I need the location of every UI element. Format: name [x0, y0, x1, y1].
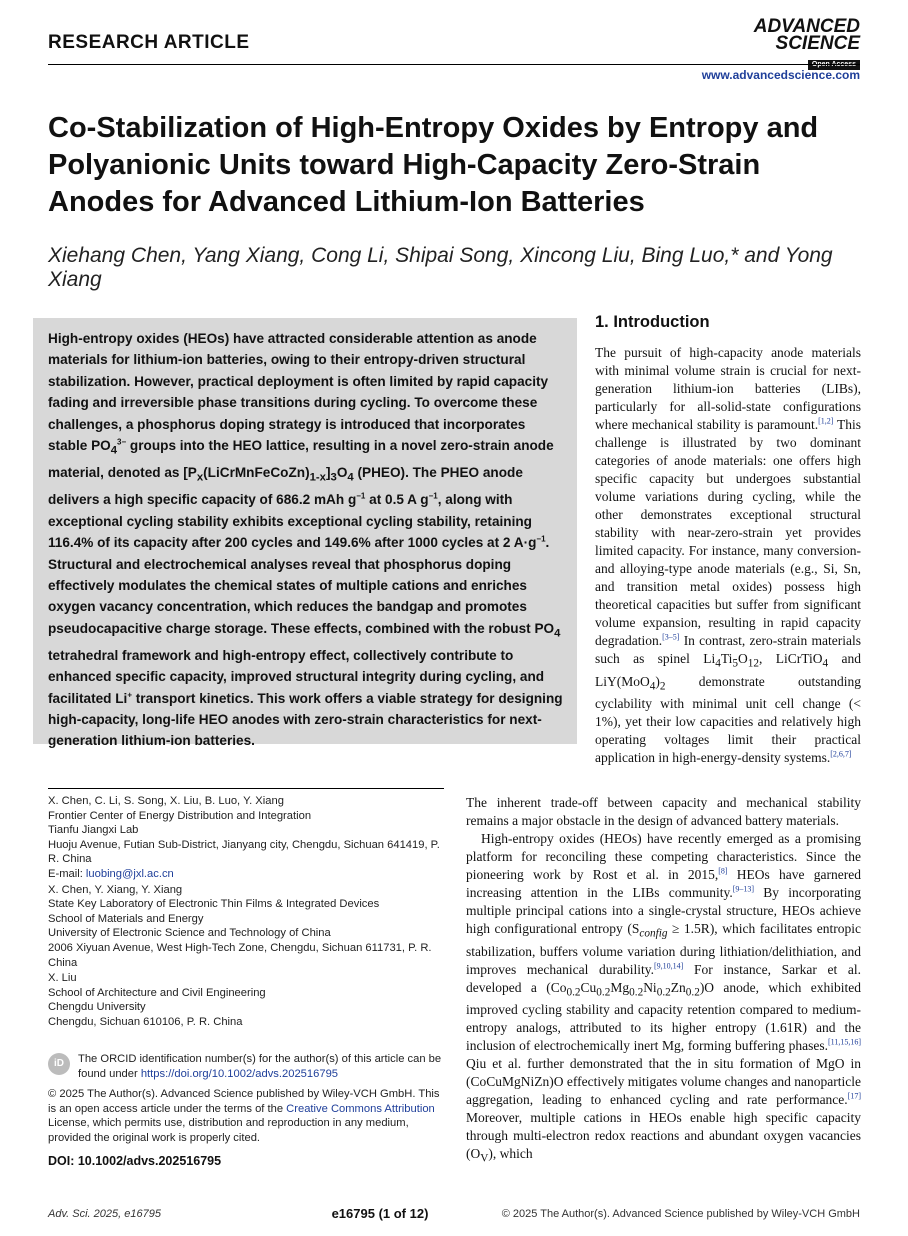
- footer-citation: Adv. Sci. 2025, e16795: [48, 1208, 161, 1220]
- abstract-box: [33, 318, 577, 749]
- page-number: e16795 (1 of 12): [331, 1206, 429, 1221]
- affiliation-line: Tianfu Jiangxi Lab: [48, 824, 139, 837]
- abstract-text: High-entropy oxides (HEOs) have attracted considerable attention as anode materials for lithium-ion batteries, owing to their entropy-driven structural stabilization. However, practical deployment is often limited by rapid capacity fading and irreversible phase transitions during cycling. To overcome these challenges, a phosphorus doping strategy is introduced that incorporates stable $PO_4^{3-}$ groups into the HEO lattice, resulting in a novel zero-strain anode material, denoted as $[P_x(LiCrMnFeCoZn)_{1-x}]_3O_4$ (PHEO). The PHEO anode delivers a high specific capacity of 686.2 mAh $g^{-1}$ at 0.5 A $g^{-1}$, along with exceptional cycling stability exhibits exceptional cycling stability, retaining 116.4% of its capacity after 200 cycles and 149.6% after 1000 cycles at 2 $A\cdot g^{-1}$. Structural and electrochemical analyses reveal that phosphorus doping effectively modulates the chemical states of multiple cations and enriches oxygen vacancy concentration, which reduces the bandgap and promotes pseudocapacitive charge storage. These effects, combined with the robust $PO_4$ tetrahedral framework and high-entropy effect, collectively contribute to enhanced specific capacity, improved structural integrity during cycling, and facilitated Li+ transport kinetics. This work offers a viable strategy for designing high-capacity, long-life HEO anodes with zero-strain characteristics for next-generation lithium-ion batteries.: [48, 331, 563, 749]
- orcid-icon: iD: [48, 1053, 70, 1075]
- intro-paragraph-1-cont: The inherent trade-off between capacity and mechanical stability remains a major obstacle in the design of advanced battery materials.: [466, 795, 861, 828]
- citation-link[interactable]: [9,10,14]: [653, 961, 684, 971]
- email-line: E-mail: luobing@jxl.ac.cn: [48, 867, 174, 880]
- email-link[interactable]: luobing@jxl.ac.cn: [85, 867, 174, 880]
- affiliation-line: 2006 Xiyuan Avenue, West High-Tech Zone, Chengdu, Sichuan 611731, P. R. China: [48, 941, 432, 969]
- logo-line-2: SCIENCE: [775, 33, 860, 54]
- affiliation-rule: [48, 788, 444, 789]
- intro-body-wide: [466, 794, 861, 1168]
- citation-link[interactable]: [3–5]: [662, 632, 680, 642]
- affiliation-line: School of Materials and Energy: [48, 912, 204, 925]
- citation-link[interactable]: [1,2]: [818, 416, 834, 426]
- section-label: RESEARCH ARTICLE: [48, 32, 250, 53]
- affiliation-line: State Key Laboratory of Electronic Thin Films & Integrated Devices: [48, 898, 380, 911]
- journal-website-link[interactable]: www.advancedscience.com: [701, 68, 860, 82]
- affiliation-authors-3: X. Liu: [48, 972, 77, 985]
- citation-link[interactable]: [11,15,16]: [827, 1037, 861, 1047]
- license-link[interactable]: Creative Commons Attribution: [286, 1102, 435, 1115]
- affiliation-line: Huoju Avenue, Futian Sub-District, Jianyang city, Chengdu, Sichuan 641419, P. R. China: [48, 838, 440, 866]
- affiliation-line: School of Architecture and Civil Engineering: [48, 986, 266, 999]
- orcid-link[interactable]: https://doi.org/10.1002/advs.202516795: [140, 1067, 339, 1080]
- license-note: © 2025 The Author(s). Advanced Science published by Wiley-VCH GmbH. This is an open access article under the terms of the Creative Commons Attribution License, which permits use, distribution and reproduction in any medium, provided the original work is properly cited.: [48, 1088, 440, 1144]
- citation-link[interactable]: [9–13]: [732, 884, 755, 894]
- journal-logo: [733, 18, 860, 70]
- doi: DOI: 10.1002/advs.202516795: [48, 1154, 222, 1168]
- affiliation-line: Chengdu University: [48, 1001, 146, 1014]
- intro-paragraph-1: The pursuit of high-capacity anode materials with minimal volume strain is crucial for next-generation lithium-ion batteries (LIBs), particularly for all-solid-state configurations where mechanical stability is paramount.[1,2] This challenge is illustrated by two dominant categories of anode materials: one offers high specific capacity but undergoes substantial volume variations during cycling, while the other demonstrates exceptional structural stability with near-zero-strain yet provides limited capacity. For instance, many conversion- and alloying-type anode materials (e.g., Si, Sn, and transition metal oxides) possess high theoretical capacities but suffer from significant volume expansion, resulting in rapid capacity degradation.[3–5] In contrast, zero-strain materials such as spinel $Li_4Ti_5O_{12}$, LiCrTiO$_4$ and $LiY(MoO_4)_2$ demonstrate outstanding cyclability with minimal unit cell change (< 1%), yet their low capacities and relatively high operating voltages limit their practical application in high-energy-density systems.[2,6,7]: [595, 345, 861, 766]
- article-title: Co-Stabilization of High-Entropy Oxides by Entropy and Polyanionic Units toward High-Capacity Zero-Strain Anodes for Advanced Lithium-Ion Batteries: [48, 112, 819, 218]
- citation-link[interactable]: [2,6,7]: [830, 749, 852, 759]
- intro-paragraph-2: High-entropy oxides (HEOs) have recently emerged as a promising platform for reconciling these competing characteristics. Since the pioneering work by Rost et al. in 2015,[8] HEOs have garnered increasing attention in the LIBs community.[9–13] By incorporating multiple principal cations into a single-crystal structure, HEOs achieve high configurational entropy $(S_{config} \ge 1.5R)$, which facilitates entropic stabilization, buffers volume variation during lithiation/delithiation, and improves mechanical durability.[9,10,14] For instance, Sarkar et al. developed a $(Co_{0.2}Cu_{0.2}Mg_{0.2}Ni_{0.2}Zn_{0.2})O$ anode, which exhibited improved cycling stability and capacity retention compared to medium-entropy analogs, attributed to its higher entropy (1.61R) and the inclusion of electrochemically inert Mg, forming buffering phases.[11,15,16] Qiu et al. further demonstrated that the in situ formation of MgO in (CoCuMgNiZn)O effectively mitigates volume changes and nanoparticle aggregation, leading to enhanced cycling and rate performance.[17] Moreover, multiple cations in HEOs enable high specific capacity through multi-electron redox reactions and abundant oxygen vacancies $(O_V)$, which: [466, 831, 862, 1166]
- affiliation-line: Chengdu, Sichuan 610106, P. R. China: [48, 1015, 243, 1028]
- affiliation-line: University of Electronic Science and Technology of China: [48, 927, 331, 940]
- affiliation-authors-1: X. Chen, C. Li, S. Song, X. Liu, B. Luo, Y. Xiang: [48, 795, 284, 807]
- logo-line-1: ADVANCED: [753, 16, 860, 37]
- affiliation-line: Frontier Center of Energy Distribution and Integration: [48, 809, 312, 822]
- affiliations: [48, 794, 444, 1030]
- citation-link[interactable]: [17]: [847, 1091, 861, 1101]
- introduction-heading: 1. Introduction: [595, 313, 710, 331]
- affiliation-authors-2: X. Chen, Y. Xiang, Y. Xiang: [48, 883, 183, 896]
- header-rule: [48, 64, 860, 65]
- citation-link[interactable]: [8]: [718, 866, 728, 876]
- orcid-note: The ORCID identification number(s) for the author(s) of this article can be found under https://doi.org/10.1002/advs.202516795: [78, 1053, 442, 1080]
- author-list: Xiehang Chen, Yang Xiang, Cong Li, Shipai Song, Xincong Liu, Bing Luo,* and Yong Xiang: [48, 244, 833, 291]
- footer-copyright: © 2025 The Author(s). Advanced Science published by Wiley-VCH GmbH: [501, 1208, 860, 1220]
